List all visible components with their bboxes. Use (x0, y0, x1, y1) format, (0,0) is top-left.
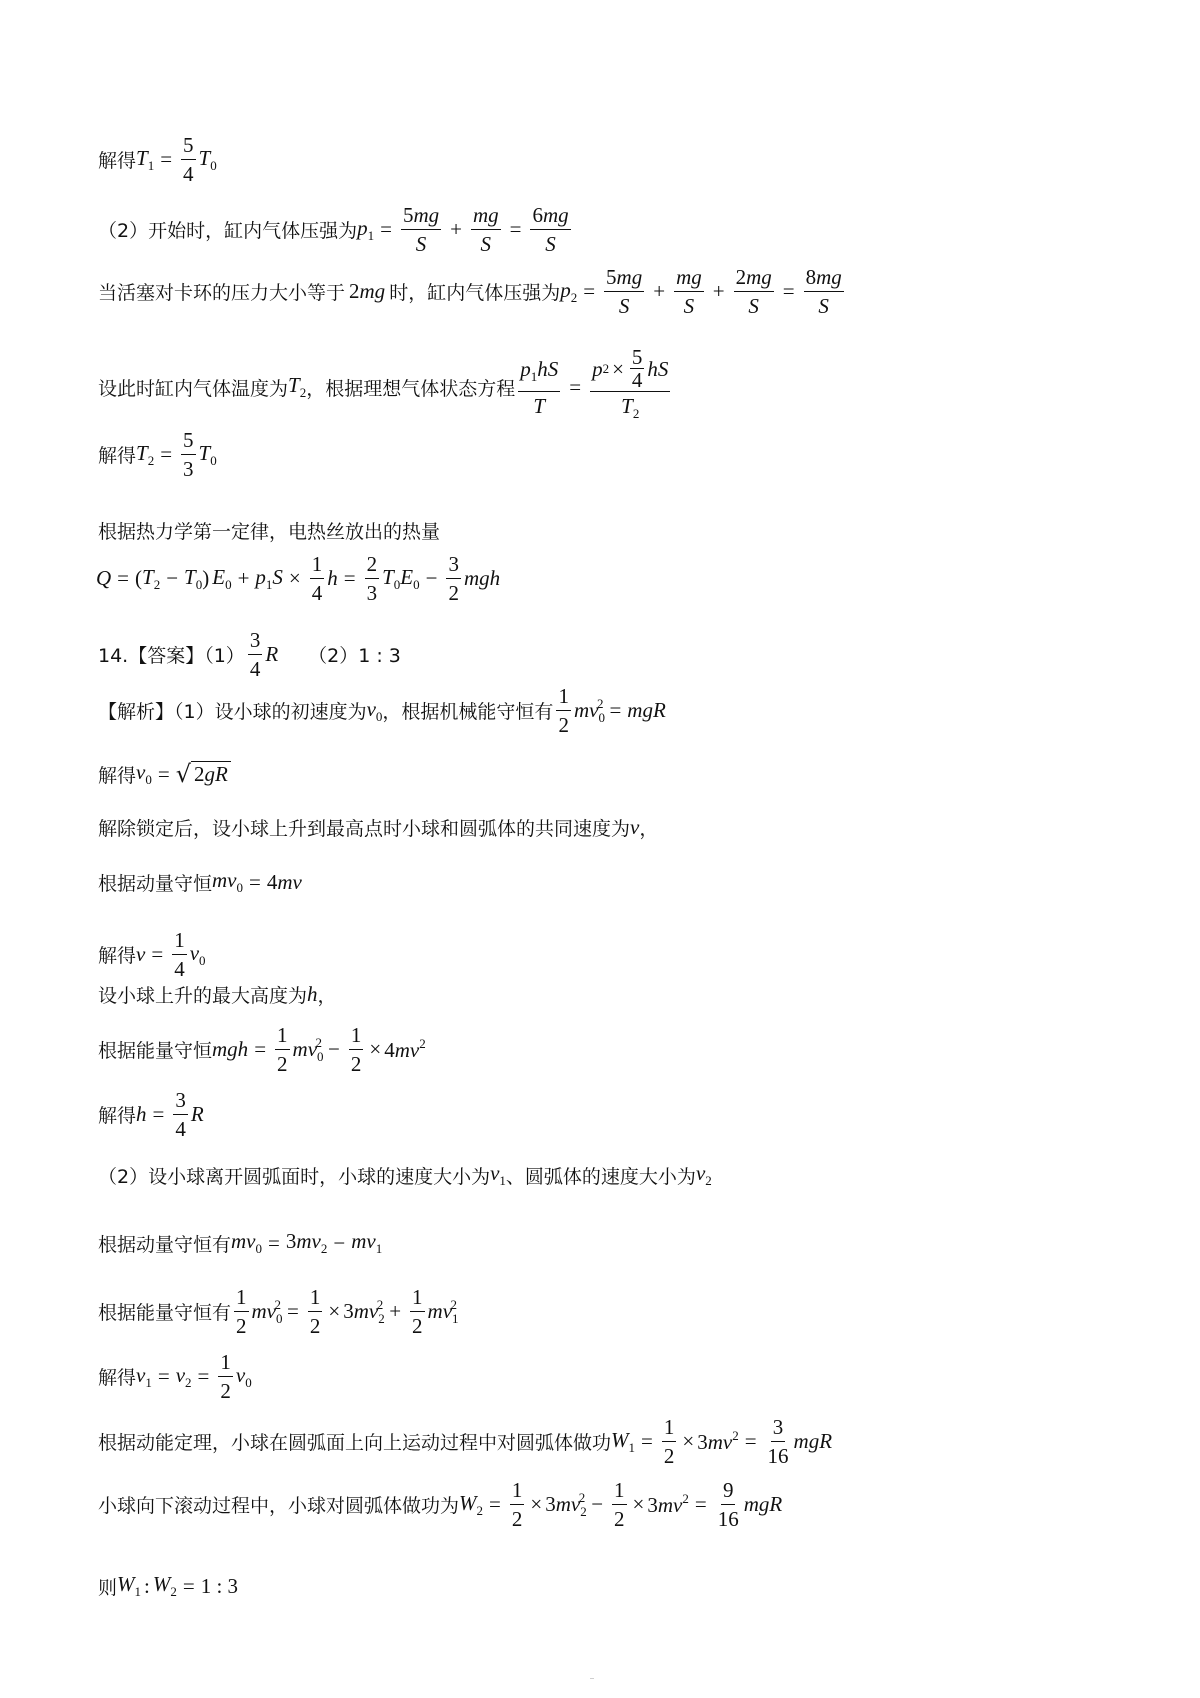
answer-14: 14.【答案】（1） $\frac{3}{4}$ R （2）1 : 3 (98, 628, 401, 681)
text-part2: （2）设小球离开圆弧面时，小球的速度大小为 $v_1$ 、圆弧体的速度大小为 $v_2$ (98, 1161, 712, 1188)
eq-h-result: 解得 h = $\frac{3}{4}$ R (98, 1088, 204, 1141)
text-temp-T2: 设此时缸内气体温度为 (98, 377, 289, 400)
label-ze: 则 (98, 1576, 118, 1599)
text-heat-released: 根据热力学第一定律，电热丝放出的热量 (98, 521, 441, 543)
eq-v-result: 解得 v = $\frac{1}{4}$ $v_0$ (98, 928, 206, 981)
text-first-law (98, 517, 440, 544)
text-arc-velocity: 、圆弧体的速度大小为 (505, 1165, 696, 1188)
eq-p1: （2）开始时，缸内气体压强为 $p_1$ = $\frac{5mg}{S}$ + $\frac{mg}{S}$ = $\frac{6mg}{S}$ (98, 203, 569, 256)
eq-W2: 小球向下滚动过程中，小球对圆弧体做功为 $W_2$ = $\frac{1}{2}$ × $3mv_2^2$ − $\frac{1}{2}$ × $3mv^2$ = $\frac{9}{16}$ mgR (98, 1478, 783, 1531)
text-momentum-have: 根据动量守恒有 (98, 1233, 232, 1256)
label-jiede: 解得 (98, 1105, 137, 1127)
text-height: 设小球上升的最大高度为 (98, 985, 308, 1007)
eq-heat-Q: Q = ( $T_2$ − $T_0$ ) $E_0$ + $p_1S$ × $\frac{1}{4}$ h = $\frac{2}{3}$ $T_0E_0$ − $\frac{3}{2}$ mgh (96, 552, 501, 605)
text-mech-energy: ，根据机械能守恒有 (382, 701, 554, 723)
answer-part2: （2）1 : 3 (308, 645, 401, 667)
text-start-pressure: （2）开始时，缸内气体压强为 (98, 220, 358, 242)
eq-energy-1: 根据能量守恒 mgh = $\frac{1}{2}$ $mv_0^2$ − $\frac{1}{2}$ × $4mv^2$ (98, 1023, 426, 1076)
text-leave-arc: （2）设小球离开圆弧面时，小球的速度大小为 (98, 1165, 491, 1188)
text-kinetic-theorem: 根据动能定理，小球在圆弧面上向上运动过程中对圆弧体做功 (98, 1432, 612, 1454)
eq-ideal-gas: 设此时缸内气体温度为 $T_2$ ，根据理想气体状态方程 $\frac{p_1hS}{T}$ = p 2 × $\frac{5}{4}$ hS $T_2$ (98, 345, 669, 421)
footer-mark (590, 1678, 594, 1679)
label-jiede: 解得 (98, 1367, 137, 1389)
answer-label: 14.【答案】（1） (98, 645, 245, 667)
text-piston-pressure: 当活塞对卡环的压力大小等于 (98, 282, 346, 304)
eq-v0: 解得 $v_0$ = √ 2gR (98, 760, 231, 788)
label-jiede: 解得 (98, 764, 137, 787)
var-v: v (630, 815, 640, 839)
label-jiede: 解得 (98, 150, 137, 172)
text-analysis: 【解析】（1）设小球的初速度为 (98, 701, 367, 723)
eq-ratio: 则 $W_1$ : $W_2$ = 1 : 3 (98, 1572, 239, 1599)
eq-T2-result: 解得 $T_2$ = $\frac{5}{3}$ $T_0$ (98, 428, 217, 481)
text-energy-have: 根据能量守恒有 (98, 1302, 232, 1324)
eq-p2: 当活塞对卡环的压力大小等于 2mg 时，缸内气体压强为 $p_2$ = $\frac{5mg}{S}$ + $\frac{mg}{S}$ + $\frac{2mg}{S}$ = $\frac{8mg}{S}$ (98, 265, 842, 318)
analysis-energy: 【解析】（1）设小球的初速度为 $v_0$ ，根据机械能守恒有 $\frac{1}{2}$ $mv_0^2$ = mgR (98, 684, 666, 737)
text-roll-down: 小球向下滚动过程中，小球对圆弧体做功为 (98, 1495, 460, 1517)
label-jiede: 解得 (98, 445, 137, 467)
text-ideal-gas-law: ，根据理想气体状态方程 (306, 377, 516, 400)
eq-energy-2: 根据能量守恒有 $\frac{1}{2}$ $mv_0^2$ = $\frac{1}{2}$ × $3mv_2^2$ + $\frac{1}{2}$ $mv_1^2$ (98, 1285, 459, 1338)
text-energy: 根据能量守恒 (98, 1040, 213, 1062)
eq-momentum-1: 根据动量守恒 $mv_0$ = 4mv (98, 868, 302, 895)
text-gas-pressure: 时，缸内气体压强为 (389, 282, 561, 304)
var-h: h (307, 982, 318, 1006)
eq-momentum-2: 根据动量守恒有 $mv_0$ = $3mv_2$ − $mv_1$ (98, 1229, 383, 1256)
punct: ， (639, 818, 659, 840)
eq-T1-result: 解得 $T_1$ = $\frac{5}{4}$ $T_0$ (98, 133, 217, 186)
label-jiede: 解得 (98, 945, 137, 967)
text-common-velocity: 解除锁定后，设小球上升到最高点时小球和圆弧体的共同速度为 (98, 818, 631, 840)
eq-v1-v2: 解得 $v_1$ = $v_2$ = $\frac{1}{2}$ $v_0$ (98, 1350, 252, 1403)
eq-W1: 根据动能定理，小球在圆弧面上向上运动过程中对圆弧体做功 $W_1$ = $\frac{1}{2}$ × $3mv^2$ = $\frac{3}{16}$ mgR (98, 1415, 833, 1468)
text-unlock (98, 814, 658, 841)
text-max-height (98, 981, 337, 1008)
text-momentum: 根据动量守恒 (98, 872, 213, 895)
punct: ， (317, 985, 337, 1007)
